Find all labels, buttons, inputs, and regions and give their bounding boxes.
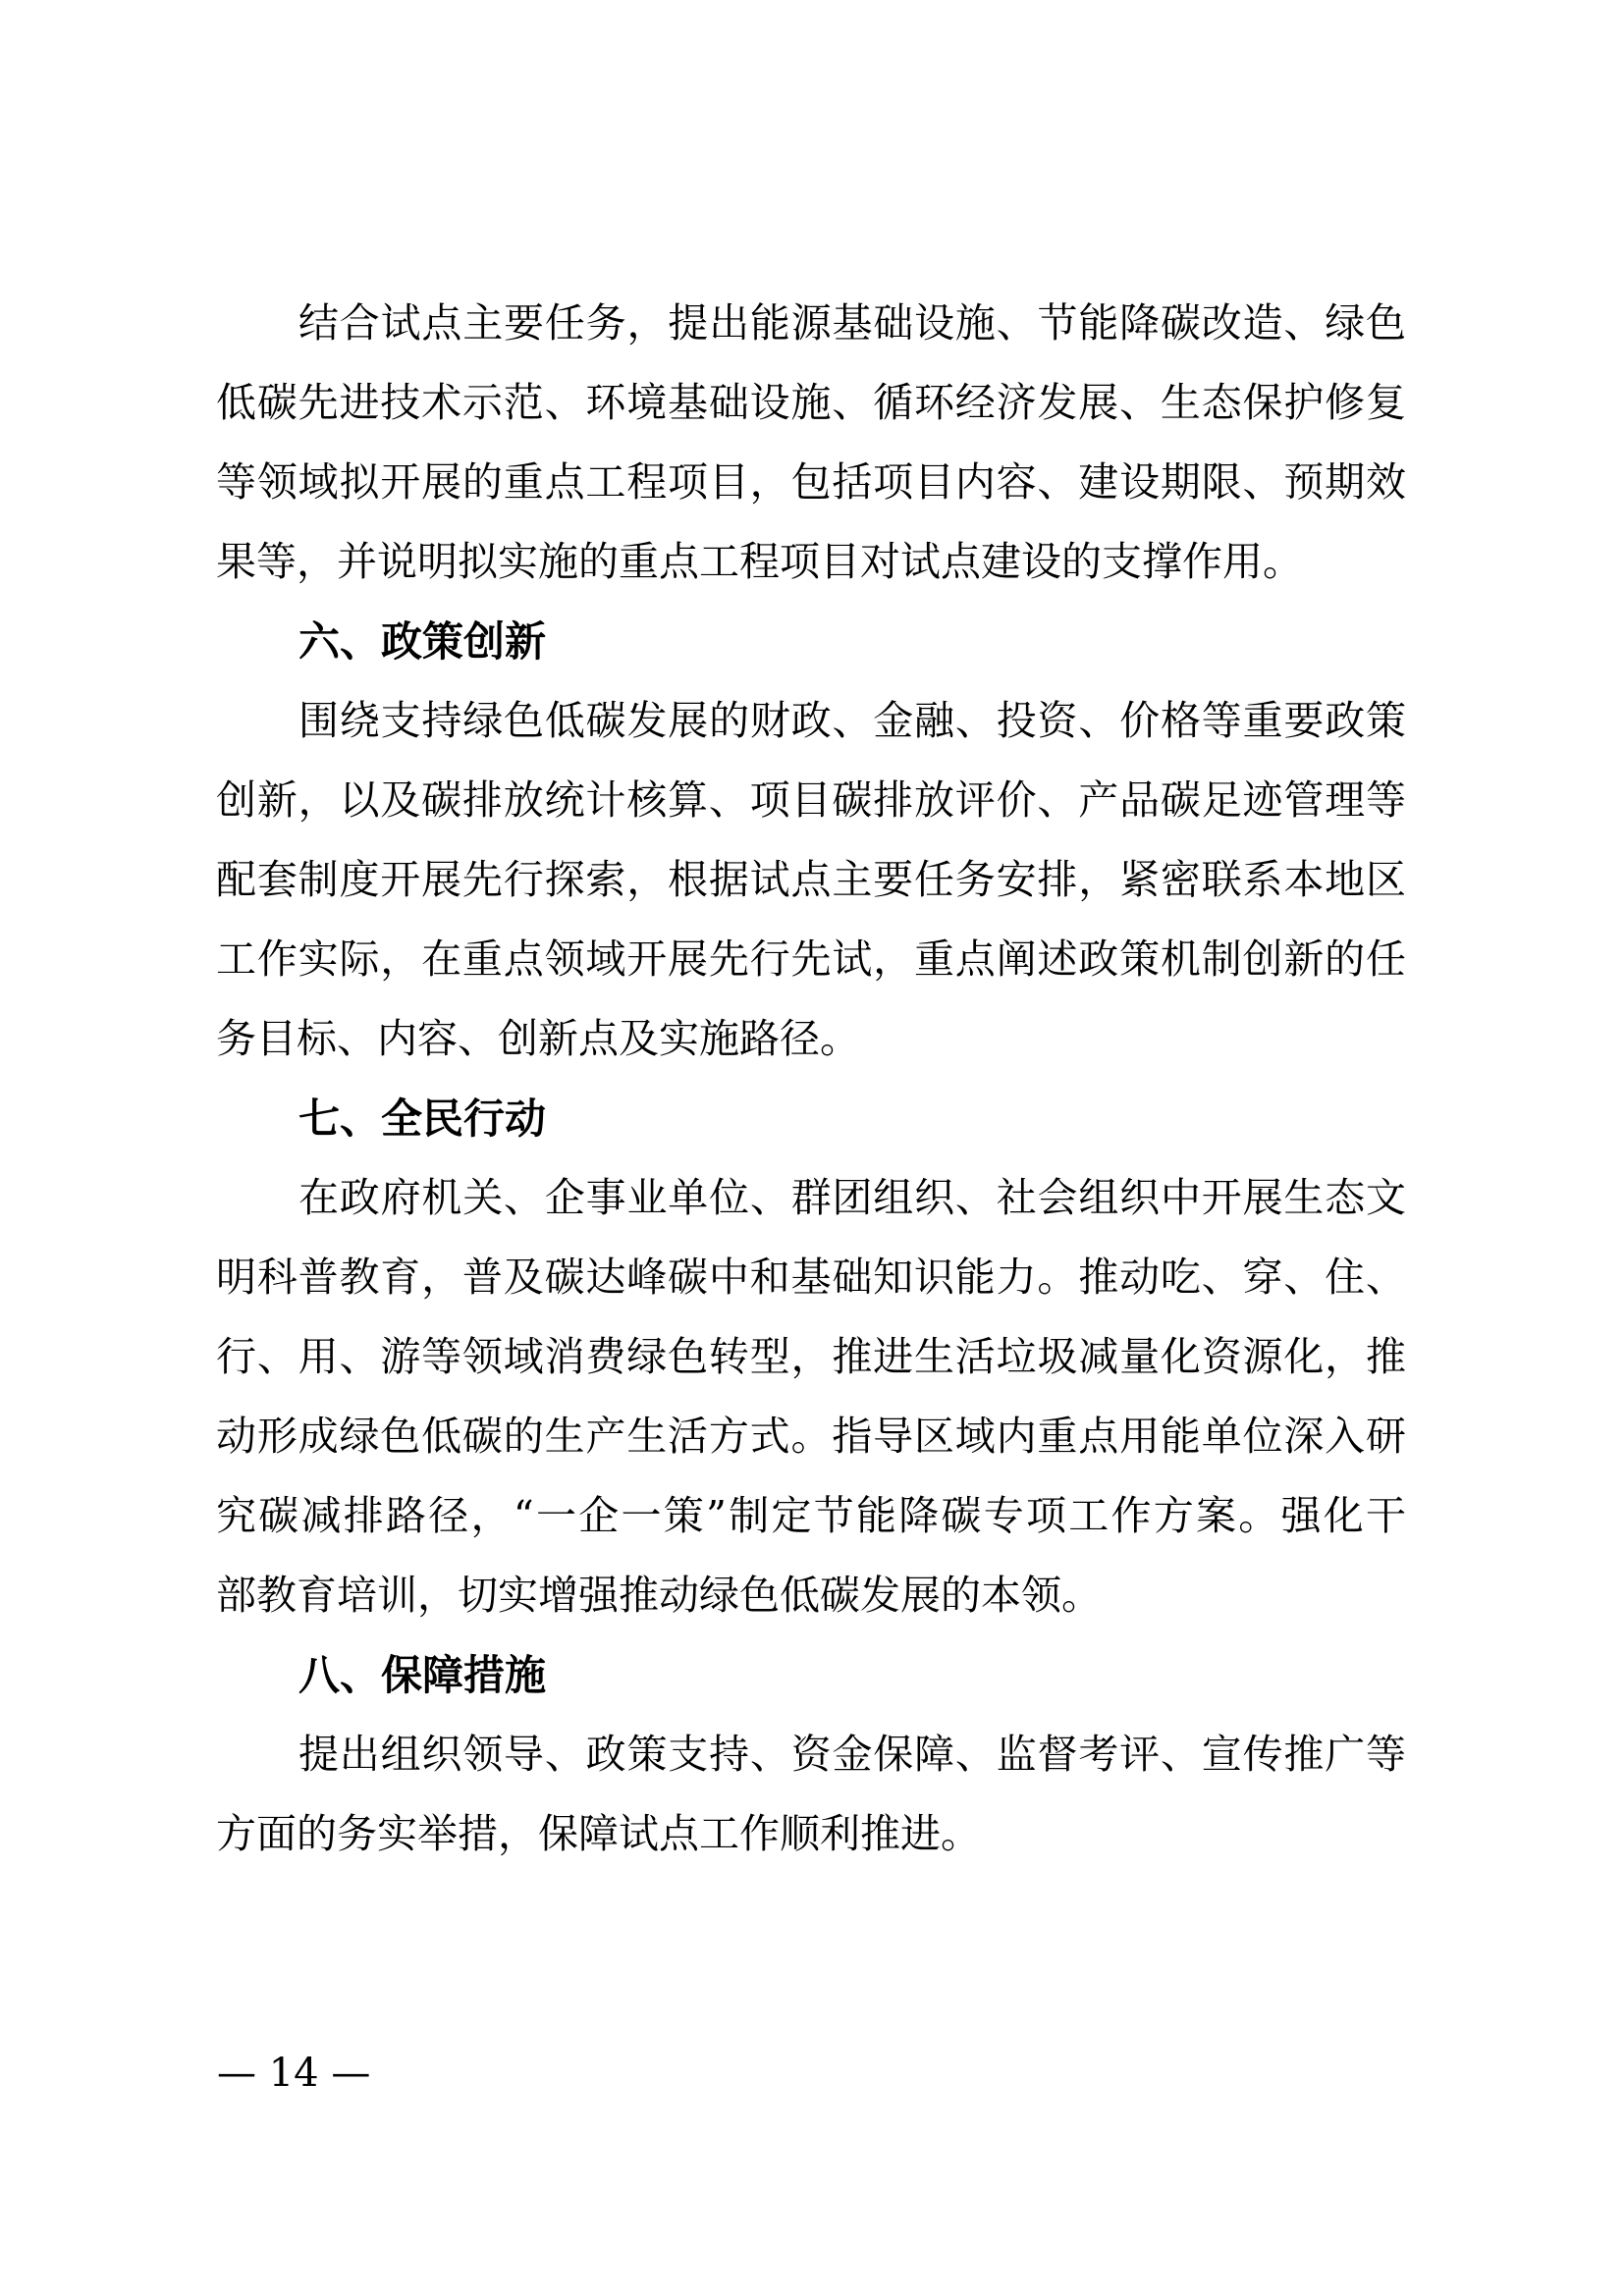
- paragraph-line: 配套制度开展先行探索，根据试点主要任务安排，紧密联系本地区: [216, 856, 1406, 903]
- page-number: — 14 —: [217, 2051, 371, 2096]
- paragraph-line: 围绕支持绿色低碳发展的财政、金融、投资、价格等重要政策: [298, 697, 1406, 744]
- section-heading-public-action: 七、全民行动: [298, 1095, 547, 1142]
- paragraph-line: 提出组织领导、政策支持、资金保障、监督考评、宣传推广等: [298, 1731, 1406, 1778]
- paragraph-line: 行、用、游等领域消费绿色转型，推进生活垃圾减量化资源化，推: [216, 1333, 1406, 1380]
- paragraph-line: 低碳先进技术示范、环境基础设施、循环经济发展、生态保护修复: [216, 379, 1406, 426]
- document-body: [216, 284, 1406, 1874]
- paragraph-line: 创新，以及碳排放统计核算、项目碳排放评价、产品碳足迹管理等: [216, 776, 1406, 824]
- paragraph-line: 果等，并说明拟实施的重点工程项目对试点建设的支撑作用。: [216, 538, 1303, 585]
- paragraph-line: 动形成绿色低碳的生产生活方式。指导区域内重点用能单位深入研: [216, 1413, 1406, 1460]
- paragraph-line: 务目标、内容、创新点及实施路径。: [216, 1015, 860, 1062]
- paragraph-line: 工作实际，在重点领域开展先行先试，重点阐述政策机制创新的任: [216, 935, 1406, 983]
- paragraph-line: 明科普教育，普及碳达峰碳中和基础知识能力。推动吃、穿、住、: [216, 1254, 1406, 1301]
- paragraph-line: 究碳减排路径，“一企一策”制定节能降碳专项工作方案。强化干: [216, 1492, 1406, 1539]
- section-heading-policy-innovation: 六、政策创新: [298, 618, 547, 665]
- paragraph-line: 部教育培训，切实增强推动绿色低碳发展的本领。: [216, 1572, 1102, 1619]
- paragraph-line: 等领域拟开展的重点工程项目，包括项目内容、建设期限、预期效: [216, 458, 1406, 506]
- paragraph-line: 方面的务实举措，保障试点工作顺利推进。: [216, 1810, 981, 1857]
- section-heading-safeguard-measures: 八、保障措施: [298, 1652, 547, 1698]
- paragraph-line: 在政府机关、企事业单位、群团组织、社会组织中开展生态文: [298, 1174, 1406, 1221]
- paragraph-line: 结合试点主要任务，提出能源基础设施、节能降碳改造、绿色: [298, 299, 1406, 347]
